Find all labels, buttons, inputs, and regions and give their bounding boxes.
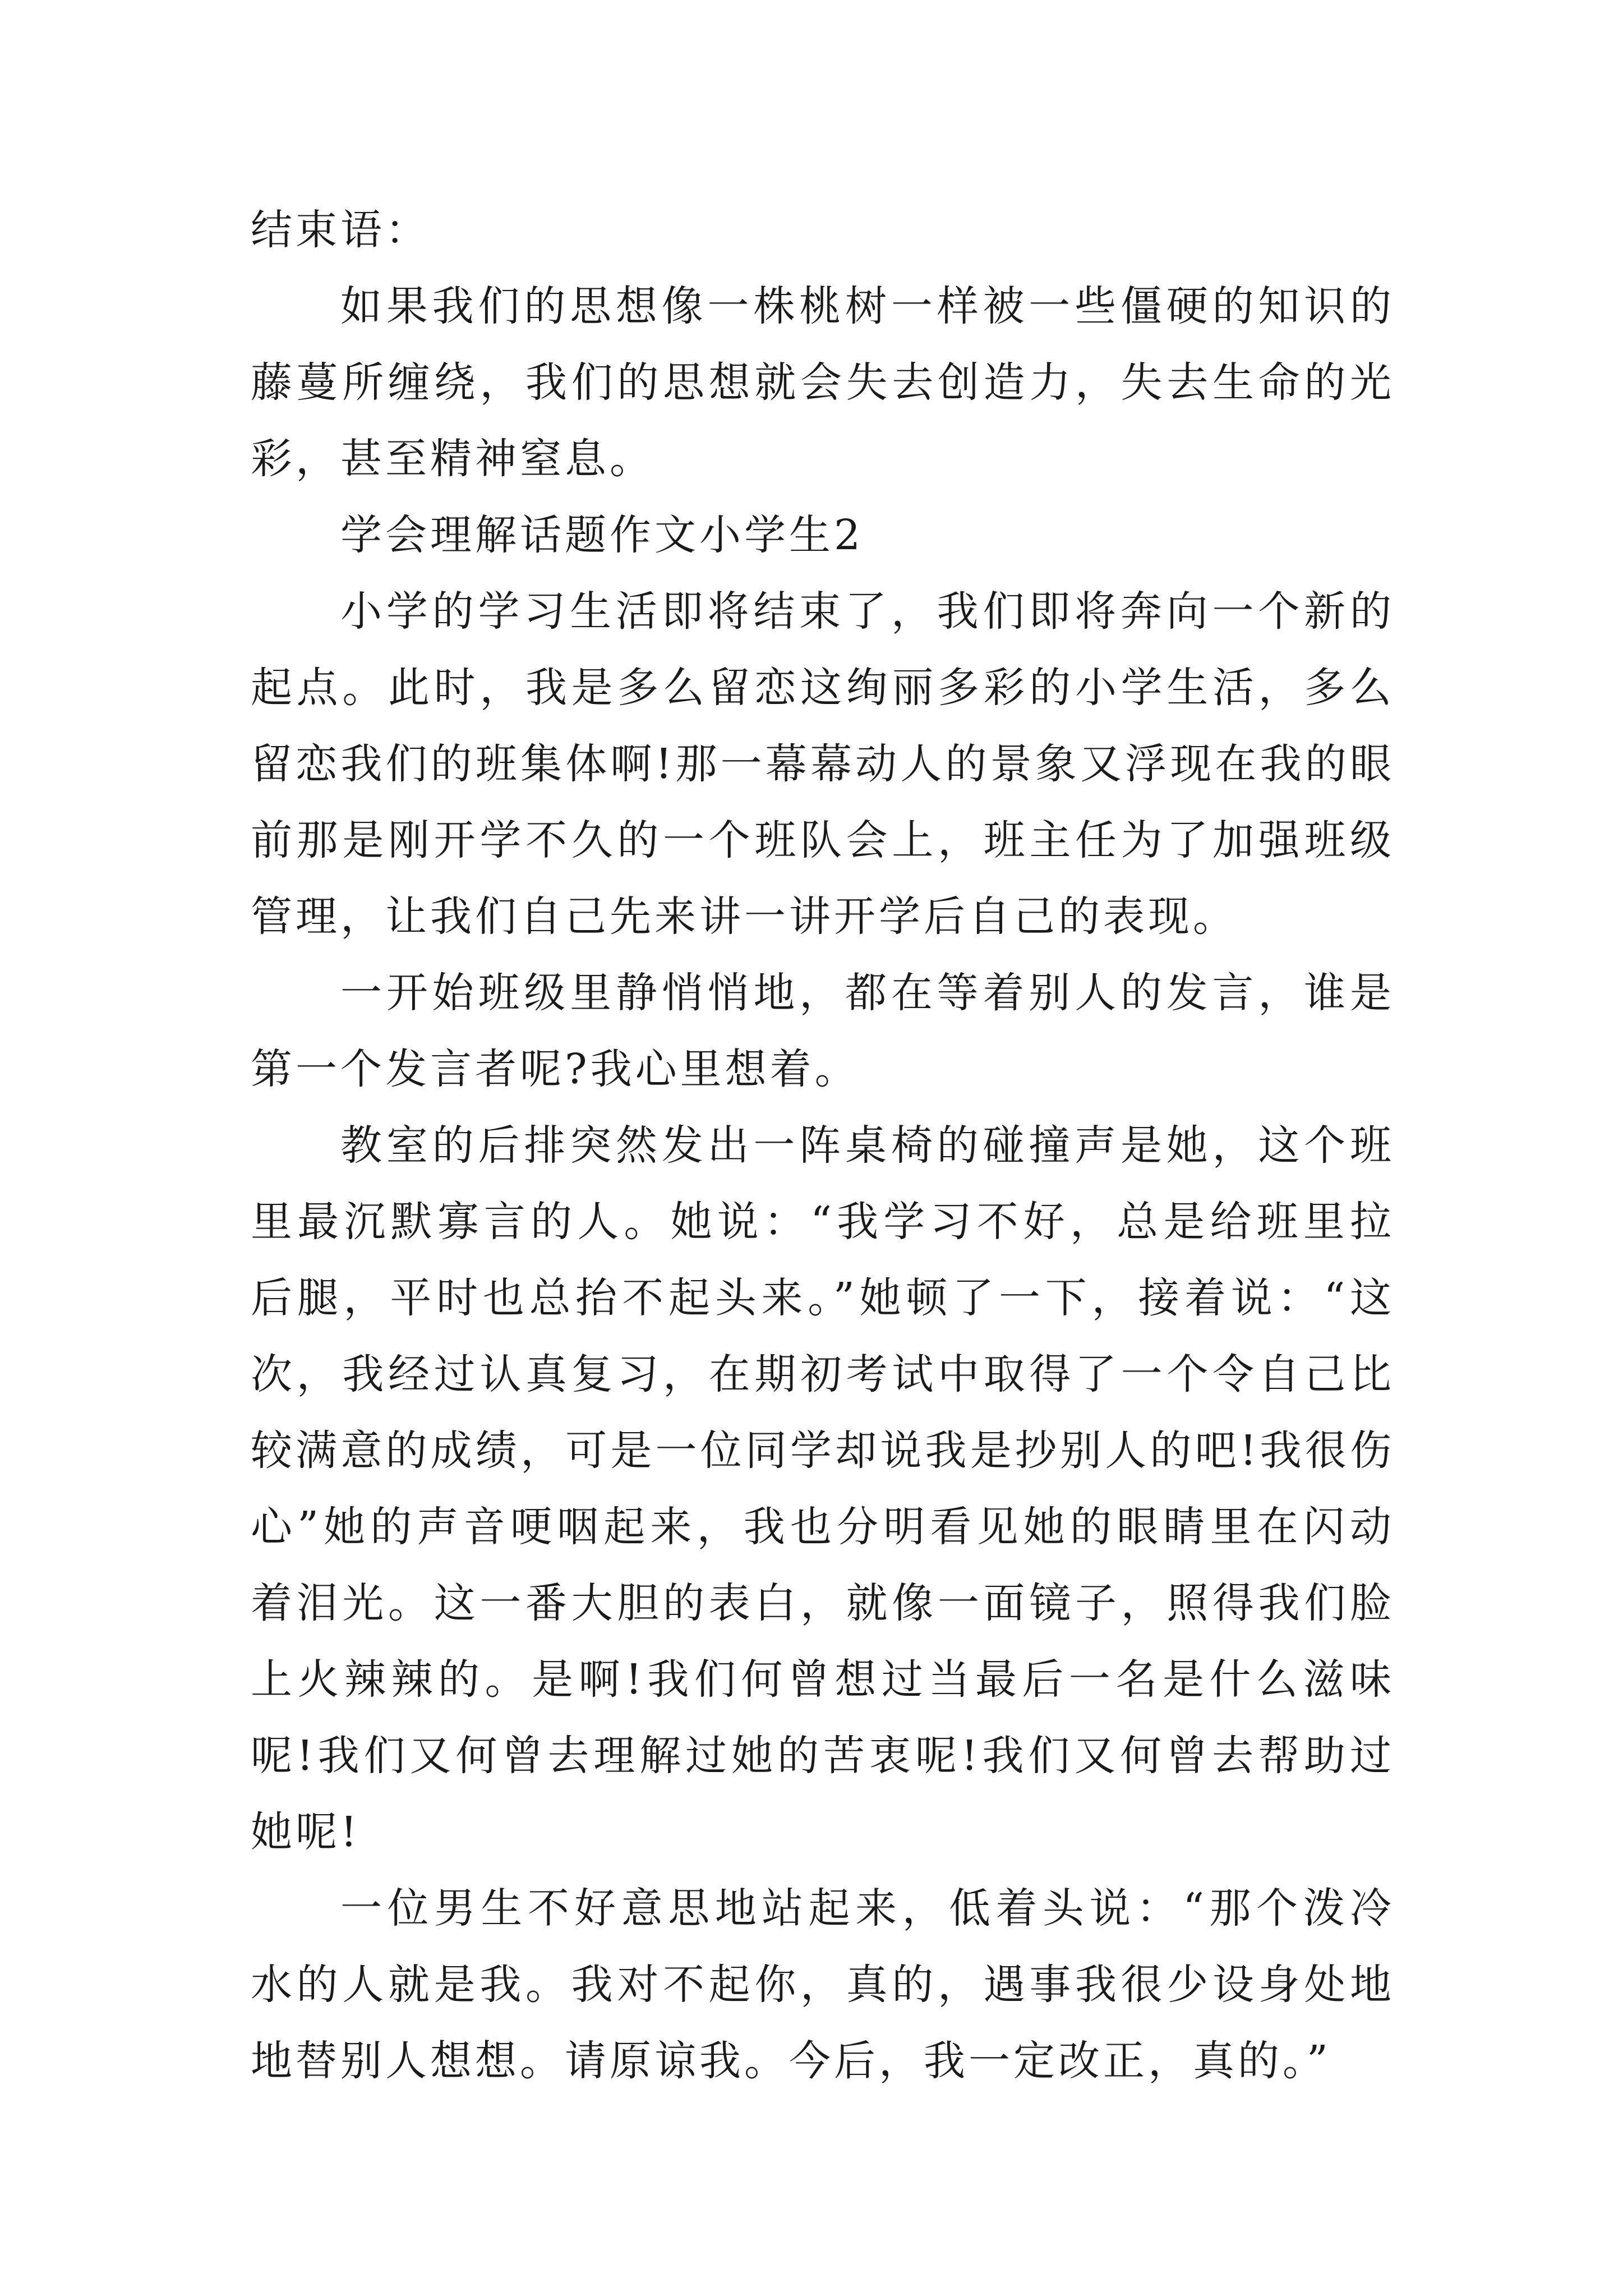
closing-label: 结束语： [251, 206, 430, 254]
closing-paragraph: 如果我们的思想像一株桃树一样被一些僵硬的知识的藤蔓所缠绕，我们的思想就会失去创造力，失去生命的光彩，甚至精神窒息。 [251, 282, 1395, 483]
body-paragraph: 小学的学习生活即将结束了，我们即将奔向一个新的起点。此时，我是多么留恋这绚丽多彩的小学生活，多么留恋我们的班集体啊!那一幕幕动人的景象又浮现在我的眼前那是刚开学不久的一个班队会上，班主任为了加强班级管理，让我们自己先来讲一讲开学后自己的表现。 [251, 587, 1395, 941]
document-body [251, 192, 1395, 2099]
section-title: 学会理解话题作文小学生2 [340, 511, 864, 559]
body-paragraph: 一开始班级里静悄悄地，都在等着别人的发言，谁是第一个发言者呢?我心里想着。 [251, 969, 1395, 1093]
body-paragraph: 教室的后排突然发出一阵桌椅的碰撞声是她，这个班里最沉默寡言的人。她说：“我学习不好，总是给班里拉后腿，平时也总抬不起头来。”她顿了一下，接着说：“这次，我经过认真复习，在期初考试中取得了一个令自己比较满意的成绩，可是一位同学却说我是抄别人的吧!我很伤心”她的声音哽咽起来，我也分明看见她的眼睛里在闪动着泪光。这一番大胆的表白，就像一面镜子，照得我们脸上火辣辣的。是啊!我们何曾想过当最后一名是什么滋味呢!我们又何曾去理解过她的苦衷呢!我们又何曾去帮助过她呢! [251, 1121, 1395, 1856]
body-paragraph: 一位男生不好意思地站起来，低着头说：“那个泼冷水的人就是我。我对不起你，真的，遇事我很少设身处地地替别人想想。请原谅我。今后，我一定改正，真的。” [251, 1884, 1395, 2085]
